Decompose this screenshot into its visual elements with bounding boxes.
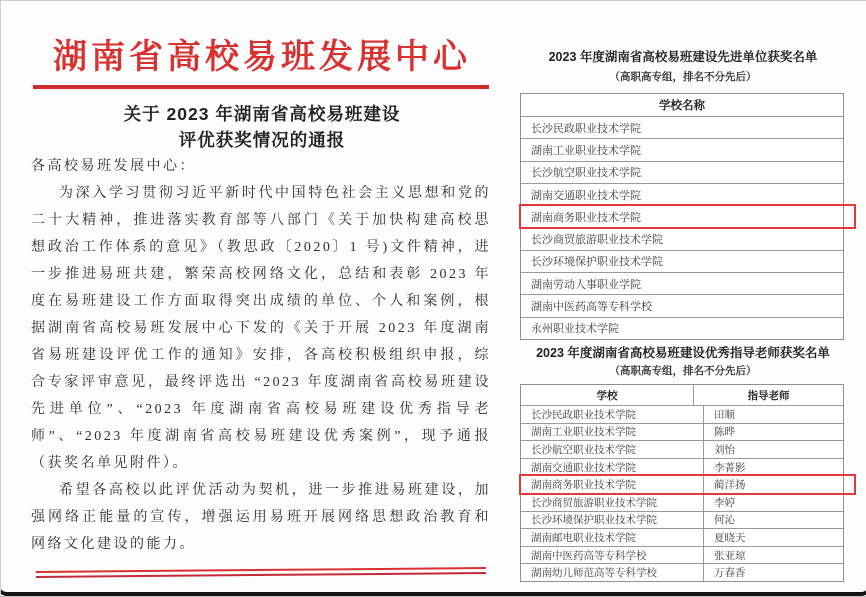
table-row [521,318,843,339]
outstanding-teachers-table-subtitle: （高职高专组，排名不分先后） [609,365,757,377]
table-row [521,162,843,184]
notice-title-line1: 关于 2023 年湖南省高校易班建设 [123,104,401,124]
table-cell: 湖南交通职业技术学院 [521,459,704,476]
column-header: 学校名称 [659,100,705,112]
table-cell: 陈晔 [714,427,735,439]
advanced-units-table-title: 2023 年度湖南省高校易班建设先进单位获奖名单 [548,50,818,64]
table-row [521,441,843,459]
advanced-units-table [520,93,844,340]
table-cell: 长沙航空职业技术学院 [531,167,641,180]
letterhead-title: 湖南省高校易班发展中心 [53,38,471,76]
official-letter [31,1,493,596]
table-cell: 长沙商贸旅游职业技术学院 [531,234,663,247]
table-row [521,139,843,161]
notice-title-line2: 评优获奖情况的通报 [178,130,346,150]
table-cell: 李婷 [714,497,735,509]
column-header: 指导老师 [747,390,790,402]
table-row [521,184,843,206]
outstanding-teachers-table [520,384,844,582]
table-cell: 田顺 [714,409,735,421]
table-row [521,406,843,424]
outstanding-teachers-table-title: 2023 年度湖南省高校易班建设优秀指导老师获奖名单 [536,346,830,360]
table-cell: 湖南工业职业技术学院 [521,424,704,441]
table-cell: 长沙环境保护职业技术学院 [521,512,704,529]
table-row-highlighted [521,206,843,228]
table-header-row [521,385,843,406]
table-row-highlighted [521,476,843,494]
salutation: 各高校易班发展中心： [31,159,196,174]
table-row [521,547,843,565]
notice-title [31,101,493,153]
table-cell: 长沙民政职业技术学院 [521,406,704,423]
table-row [521,459,843,477]
table-cell: 湖南交通职业技术学院 [531,189,641,202]
advanced-units-table-subtitle: （高职高专组，排名不分先后） [609,71,757,83]
table-cell: 湖南商务职业技术学院 [521,476,704,493]
table-row [521,424,843,442]
table-cell: 湖南劳动人事职业学院 [531,278,641,291]
table-row [521,228,843,250]
table-cell: 湖南中医药高等专科学校 [531,301,652,314]
paragraph-1: 为深入学习贯彻习近平新时代中国特色社会主义思想和党的二十大精神，推进落实教育部等八部门《关于加快构建高校思想政治工作体系的意见》（教思政〔2020〕1 号)文件精神，进一步推进易班共建，繁荣高校网络文化，总结和表彰 2023 年度在易班建设工作方面取得突出成绩的单位、个人和案例，根据湖南省高校易班发展中心下发的《关于开展 2023 年度湖南省易班建设评优工作的通知》安排，各高校积极组织申报，综合专家评审意见，最终评选出 “2023 年度湖南省高校易班建设先进单位”、“2023 年度湖南省高校易班建设优秀指导老师”、“2023 年度湖南省高校易班建设优秀案例”，现予通报（获奖名单见附件）。 [31,186,491,471]
table-cell: 夏晓天 [714,532,746,544]
table-row [521,117,843,139]
table-row [521,512,843,530]
table-cell: 湖南中医药高等专科学校 [521,547,704,564]
column-header: 学校 [521,385,694,405]
table-cell: 刘怡 [714,444,735,456]
table-cell: 永州职业技术学院 [531,323,619,336]
table-row [521,564,843,581]
paragraph-2: 希望各高校以此评优活动为契机，进一步推进易班建设，加强网络正能量的宣传，增强运用易班开展网络思想政治教育和网络文化建设的能力。 [31,483,491,552]
table-cell: 湖南工业职业技术学院 [531,144,641,157]
table-row [521,295,843,317]
table-cell: 长沙环境保护职业技术学院 [531,256,663,269]
table-cell: 蔺洋扬 [714,480,746,492]
table-row [521,529,843,547]
table-row [521,273,843,295]
table-cell: 湖南邮电职业技术学院 [521,529,704,546]
table-cell: 长沙商贸旅游职业技术学院 [521,494,704,511]
table-cell: 张亚琼 [714,550,746,562]
letter-footer-double-rule [36,567,486,578]
notice-body [31,153,491,558]
table-header-row [521,94,843,117]
table-cell: 李菁影 [714,462,746,474]
table-row [521,494,843,512]
table-cell: 何沁 [714,515,735,527]
table-cell: 湖南幼儿师范高等专科学校 [521,564,704,581]
table-cell: 万春香 [714,568,746,580]
letterhead-rule [33,85,489,89]
table-row [521,251,843,273]
table-cell: 湖南商务职业技术学院 [531,211,641,224]
table-cell: 长沙航空职业技术学院 [521,441,704,458]
table-cell: 长沙民政职业技术学院 [531,122,641,135]
